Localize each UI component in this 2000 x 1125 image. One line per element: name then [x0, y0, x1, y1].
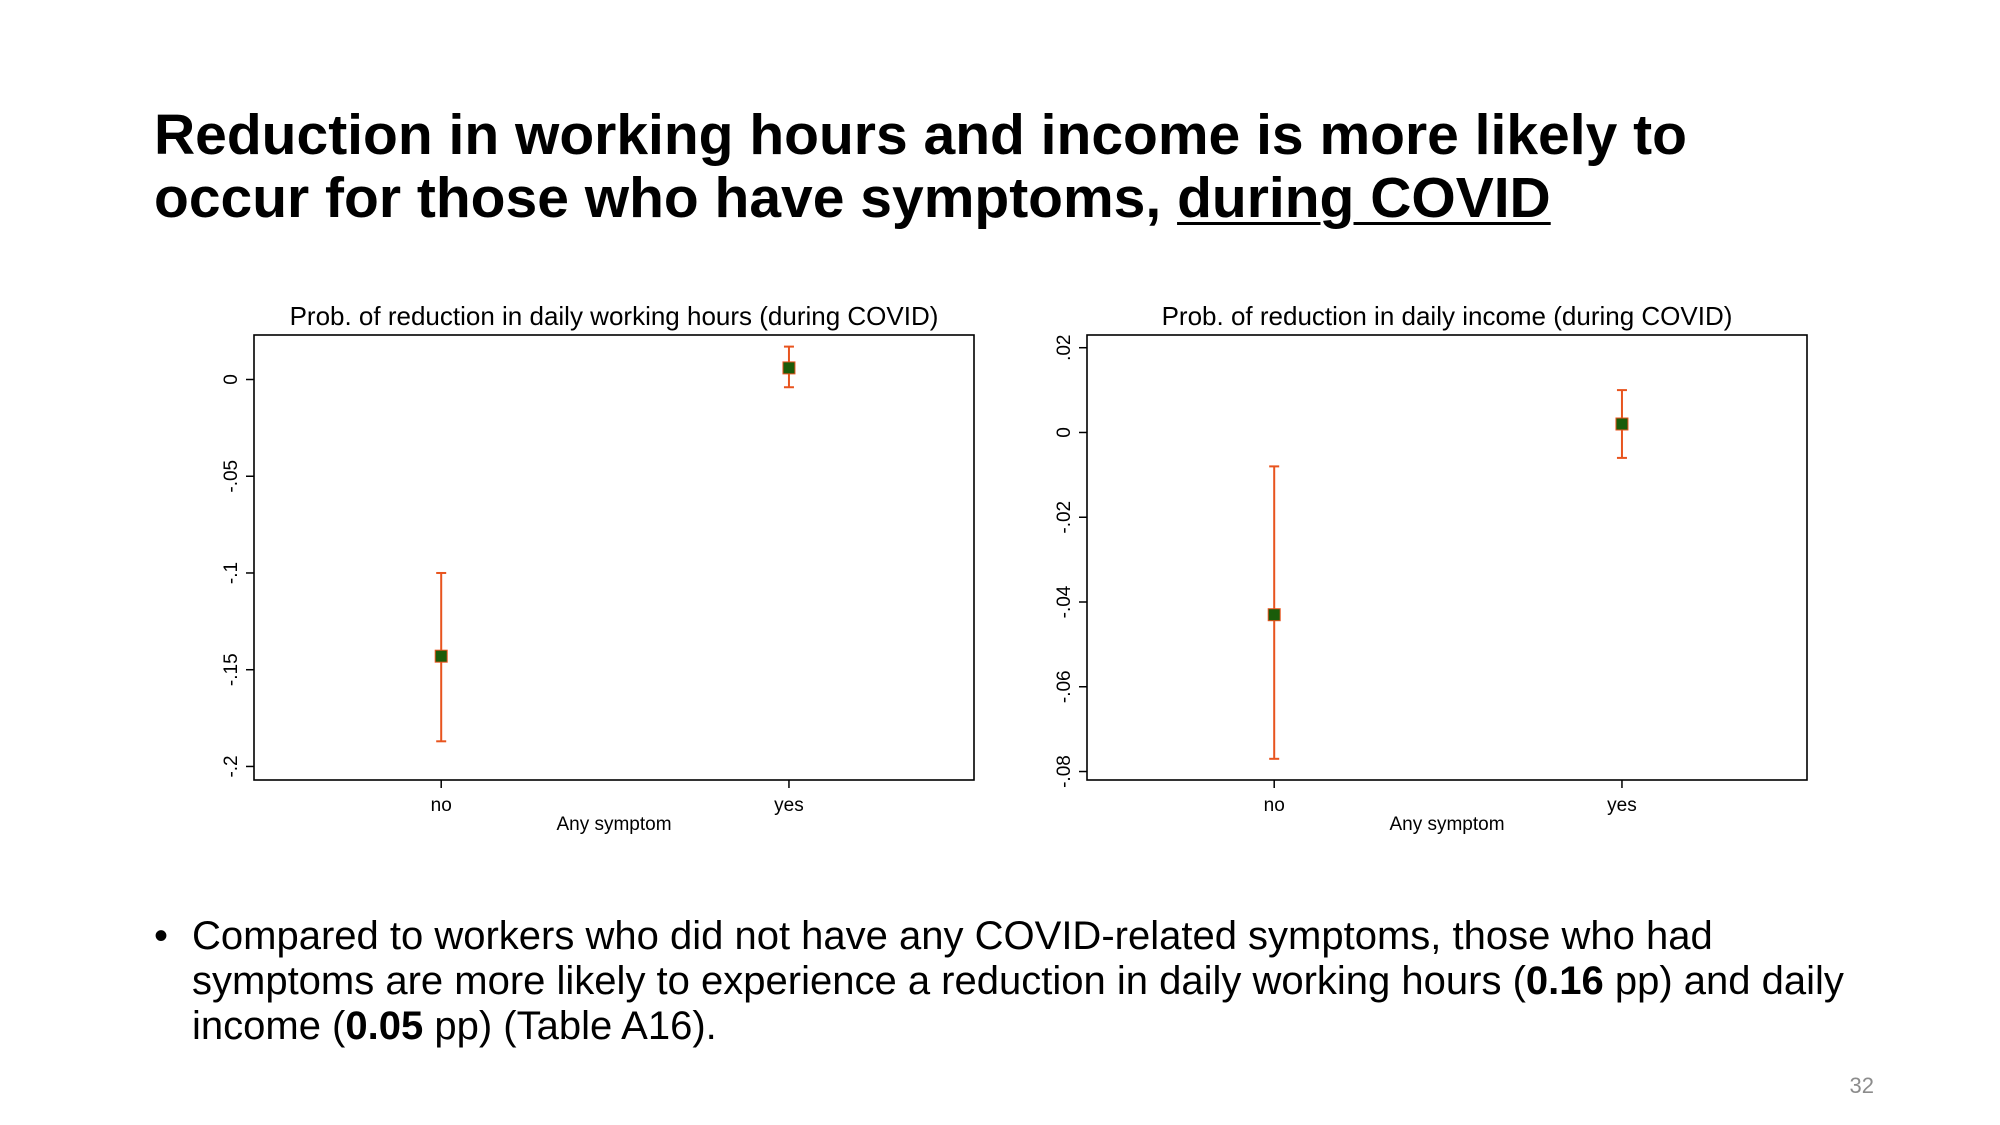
x-tick-label: yes — [774, 795, 804, 816]
bullet-text-part: pp) (Table A16). — [423, 1004, 717, 1048]
x-axis-label: Any symptom — [556, 814, 672, 835]
bullet-item — [154, 914, 1854, 1049]
bullet-text-part: pp) and daily income ( — [192, 959, 1844, 1048]
chart-title: Prob. of reduction in daily working hours (during COVID) — [289, 301, 939, 331]
point-marker — [435, 650, 447, 662]
point-marker — [783, 362, 795, 374]
chart-title: Prob. of reduction in daily income (during COVID) — [1161, 301, 1733, 331]
page-number: 32 — [1849, 1073, 1874, 1098]
y-tick-label: -.2 — [221, 755, 243, 778]
bullet-bold-value: 0.05 — [345, 1004, 424, 1048]
title-line-2-prefix: occur for those who have symptoms, — [154, 166, 1162, 230]
bullet-marker: • — [154, 914, 169, 958]
y-tick-label: -.1 — [221, 561, 243, 585]
bullet-text-part: Compared to workers who did not have any COVID-related symptoms, those who had symptoms are more likely to experience a reduction in daily working hours ( — [192, 914, 1713, 1003]
plot-frame — [1087, 335, 1807, 780]
y-tick-label: -.05 — [221, 459, 243, 493]
chart-daily-income-svg — [1038, 295, 1828, 855]
x-tick-label: yes — [1607, 795, 1637, 816]
y-tick-label: -.02 — [1054, 500, 1076, 534]
title-line-1: Reduction in working hours and income is more likely to — [154, 103, 1687, 167]
slide-title — [154, 104, 1874, 230]
bullet-bold-value: 0.16 — [1525, 959, 1604, 1003]
x-tick-label: no — [1263, 795, 1285, 816]
point-marker — [1268, 609, 1280, 621]
bullet-list — [154, 914, 1854, 1049]
y-tick-label: -.06 — [1054, 670, 1076, 704]
y-tick-label: -.04 — [1054, 585, 1076, 619]
chart-daily-income — [1038, 295, 1828, 855]
y-tick-label: -.15 — [221, 653, 243, 687]
x-axis-label: Any symptom — [1389, 814, 1505, 835]
chart-working-hours — [205, 295, 995, 855]
point-marker — [1616, 418, 1628, 430]
plot-frame — [254, 335, 974, 780]
y-tick-label: .02 — [1054, 334, 1076, 361]
y-tick-label: 0 — [221, 374, 243, 385]
y-tick-label: 0 — [1054, 427, 1076, 438]
x-tick-label: no — [430, 795, 452, 816]
title-line-2-underlined: during COVID — [1177, 166, 1551, 230]
chart-working-hours-svg — [205, 295, 995, 855]
y-tick-label: -.08 — [1054, 755, 1076, 788]
